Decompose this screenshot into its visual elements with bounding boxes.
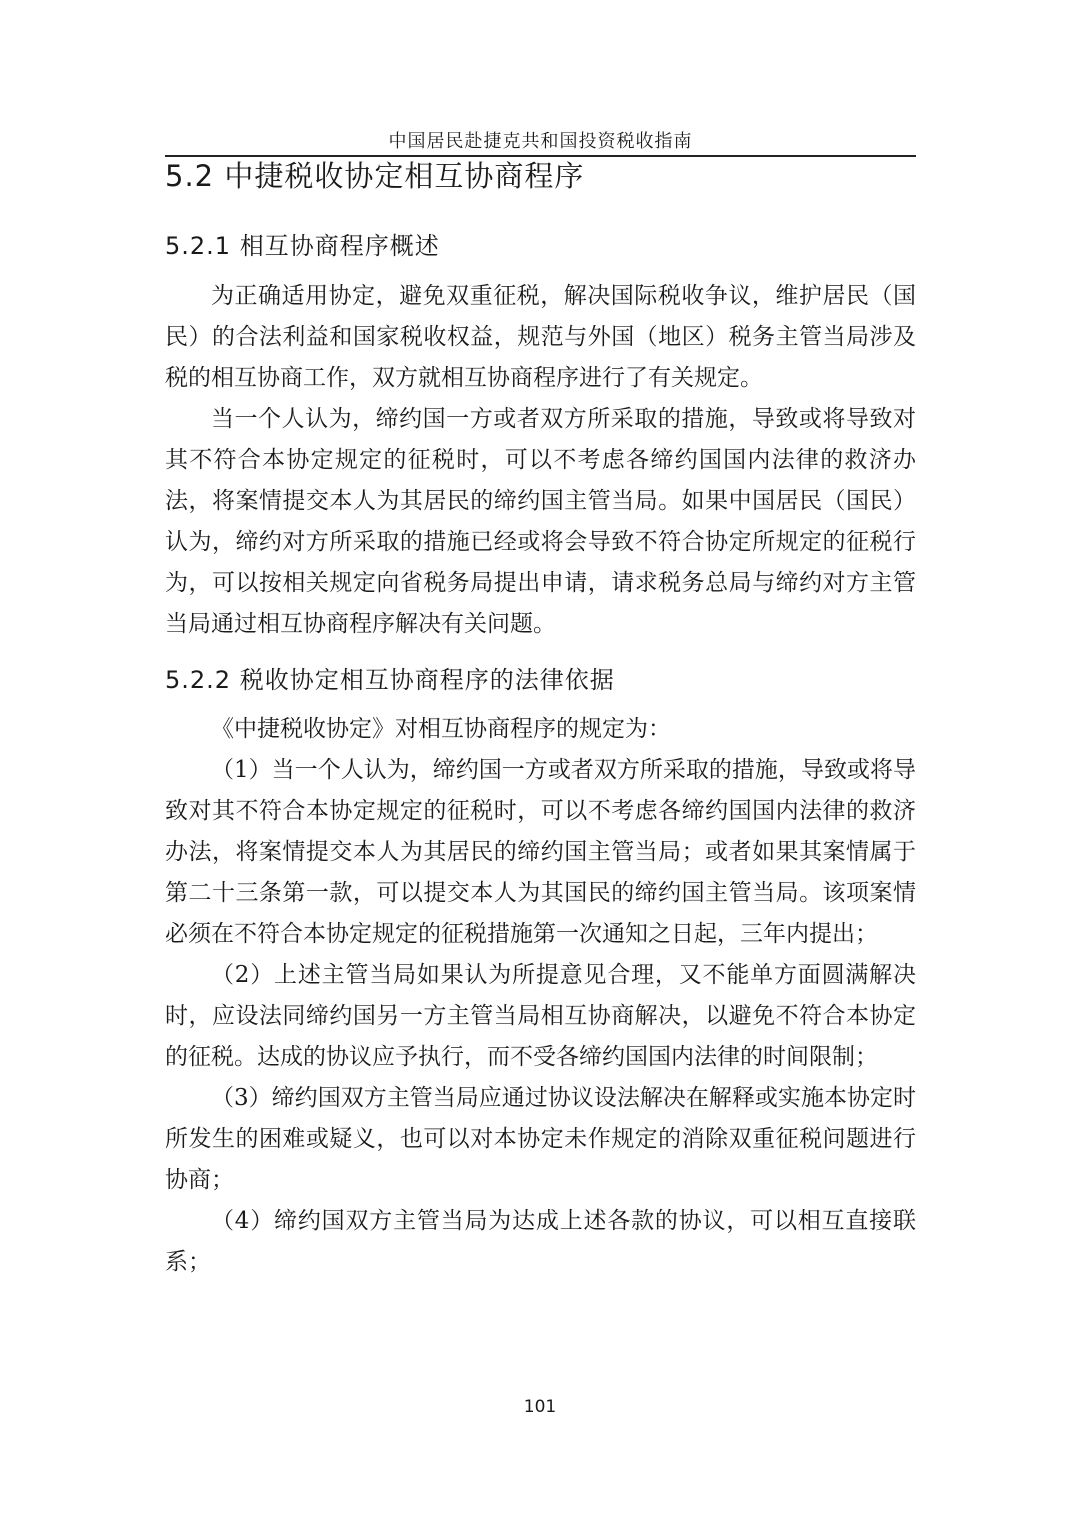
running-header: 中国居民赴捷克共和国投资税收指南	[388, 131, 693, 152]
list-item: （3）缔约国双方主管当局应通过协议设法解决在解释或实施本协定时所发生的困难或疑义，也可以对本协定未作规定的消除双重征税问题进行协商；	[165, 1085, 916, 1193]
subsection-title-overview: 5.2.1 相互协商程序概述	[165, 232, 440, 260]
subsection-title-legal-basis: 5.2.2 税收协定相互协商程序的法律依据	[165, 666, 615, 694]
paragraph: 当一个人认为，缔约国一方或者双方所采取的措施，导致或将导致对其不符合本协定规定的征税时，可以不考虑各缔约国国内法律的救济办法，将案情提交本人为其居民的缔约国主管当局。如果中国居民（国民）认为，缔约对方所采取的措施已经或将会导致不符合协定所规定的征税行为，可以按相关规定向省税务局提出申请，请求税务总局与缔约对方主管当局通过相互协商程序解决有关问题。	[165, 406, 916, 637]
section-title: 5.2 中捷税收协定相互协商程序	[165, 159, 585, 193]
overview-body	[165, 276, 916, 645]
page-number: 101	[523, 1397, 557, 1417]
list-item: （1）当一个人认为，缔约国一方或者双方所采取的措施，导致或将导致对其不符合本协定规定的征税时，可以不考虑各缔约国国内法律的救济办法，将案情提交本人为其居民的缔约国主管当局；或者如果其案情属于第二十三条第一款，可以提交本人为其国民的缔约国主管当局。该项案情必须在不符合本协定规定的征税措施第一次通知之日起，三年内提出；	[165, 757, 916, 947]
paragraph: 为正确适用协定，避免双重征税，解决国际税收争议，维护居民（国民）的合法利益和国家税收权益，规范与外国（地区）税务主管当局涉及税的相互协商工作，双方就相互协商程序进行了有关规定。	[165, 283, 916, 391]
legal-basis-body	[165, 709, 916, 1283]
list-item: （4）缔约国双方主管当局为达成上述各款的协议，可以相互直接联系；	[165, 1208, 916, 1275]
list-item: （2）上述主管当局如果认为所提意见合理，又不能单方面圆满解决时，应设法同缔约国另一方主管当局相互协商解决，以避免不符合本协定的征税。达成的协议应予执行，而不受各缔约国国内法律的时间限制；	[165, 962, 916, 1070]
paragraph: 《中捷税收协定》对相互协商程序的规定为：	[211, 716, 671, 742]
